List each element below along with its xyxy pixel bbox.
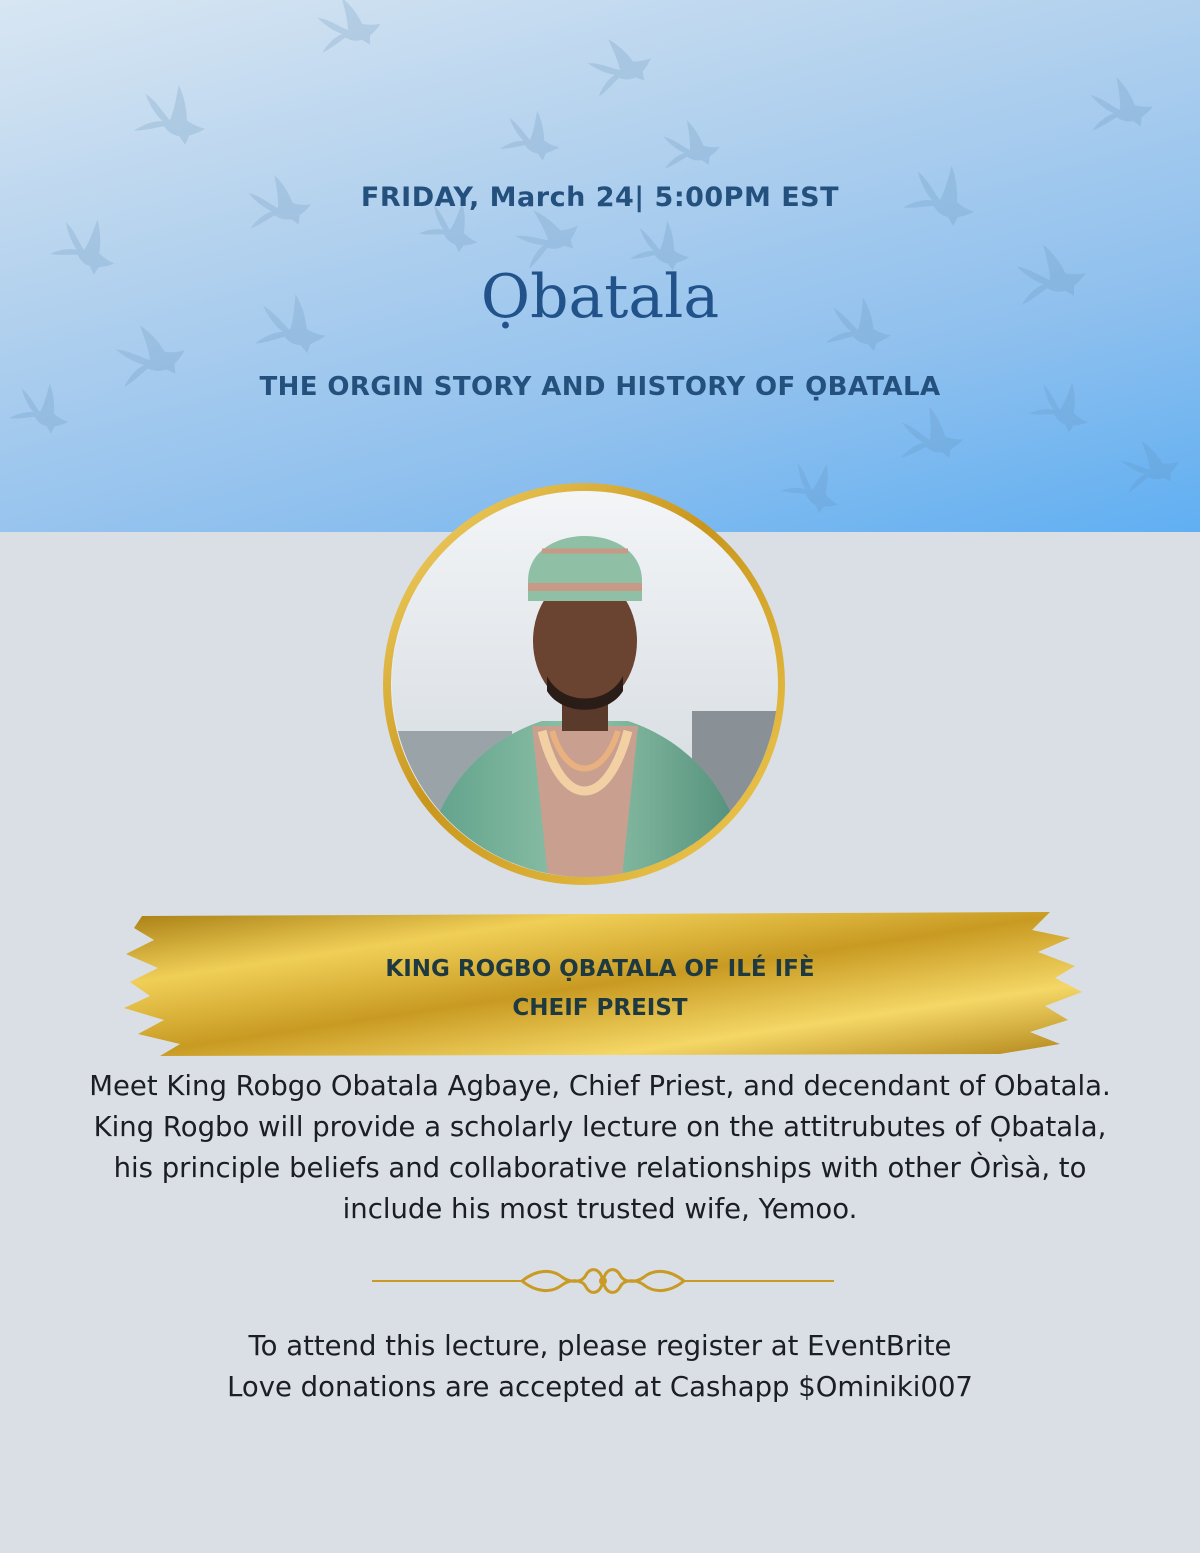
event-subtitle: THE ORGIN STORY AND HISTORY OF ỌBATALA — [259, 372, 941, 402]
speaker-photo-illustration — [392, 491, 778, 877]
footer-info — [0, 1326, 1200, 1408]
gold-ornament-icon — [372, 1263, 834, 1299]
event-description: Meet King Robgo Obatala Agbaye, Chief Priest, and decendant of Obatala. King Rogbo will provide a scholarly lecture on the attitrubutes of Ọbatala, his principle beliefs and collaborative relationships with other Òrìsà, to include his most trusted wife, Yemoo. — [89, 1070, 1111, 1225]
speaker-name: KING ROGBO ỌBATALA OF ILÉ IFÈ — [385, 956, 815, 982]
speaker-portrait — [392, 491, 778, 877]
donation-line: Love donations are accepted at Cashapp $Ominiki007 — [227, 1371, 973, 1403]
event-date-time: FRIDAY, March 24| 5:00PM EST — [360, 182, 840, 213]
speaker-banner-text — [0, 950, 1200, 1028]
speaker-role: CHEIF PREIST — [512, 995, 688, 1021]
dove-icon — [8, 0, 1184, 519]
register-line: To attend this lecture, please register at EventBrite — [248, 1330, 952, 1362]
event-title: Ọbatala — [480, 262, 720, 332]
